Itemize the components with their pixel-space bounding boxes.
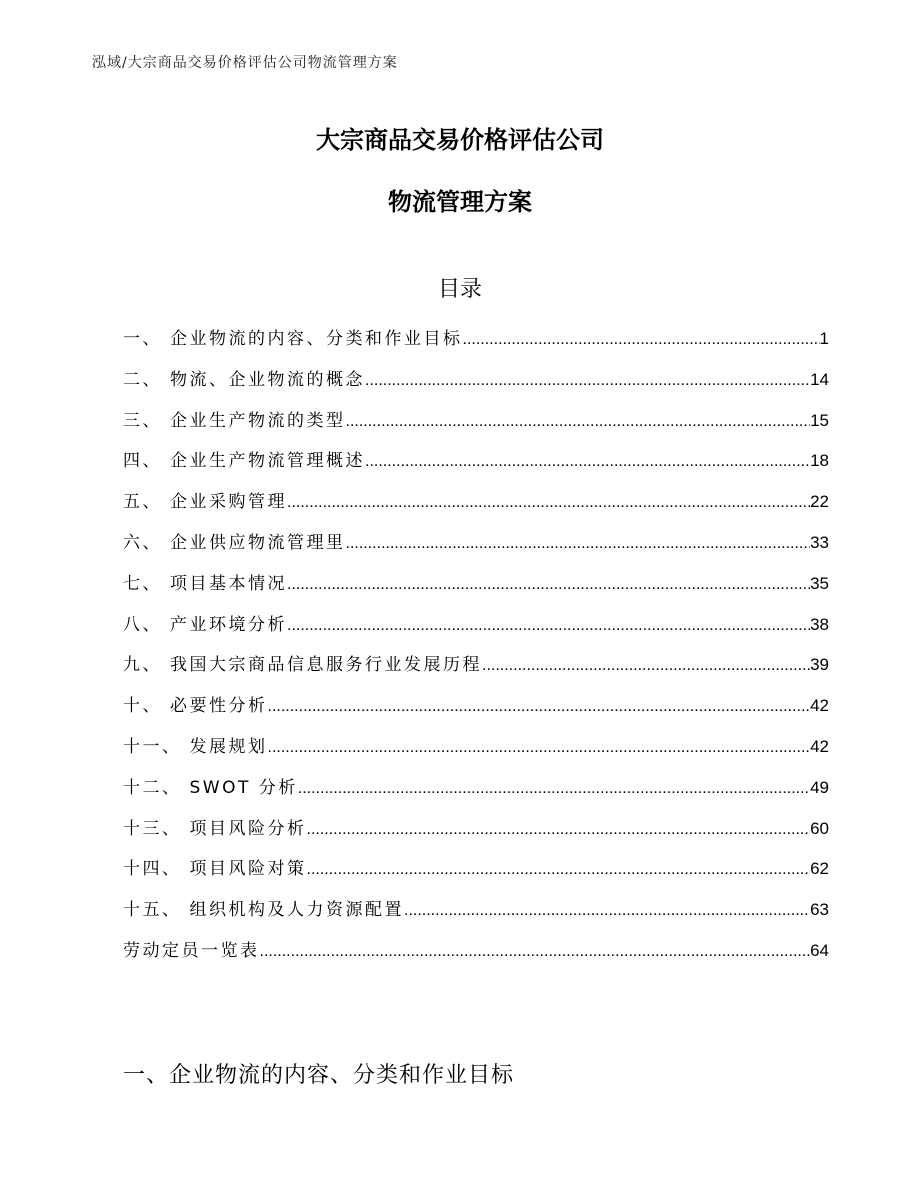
toc-leader-dots bbox=[346, 413, 811, 431]
toc-entry-page: 22 bbox=[810, 492, 829, 512]
toc-leader-dots bbox=[307, 861, 811, 879]
toc-leader-dots bbox=[404, 902, 810, 920]
toc-entry-label: 企业采购管理 bbox=[170, 492, 287, 513]
toc-entry-label: 企业生产物流的类型 bbox=[170, 410, 346, 431]
toc-entry-number: 九、 bbox=[123, 655, 162, 676]
toc-leader-dots bbox=[268, 739, 811, 757]
toc-leader-dots bbox=[268, 698, 811, 716]
toc-entry[interactable] bbox=[123, 324, 829, 365]
document-title-line1: 大宗商品交易价格评估公司 bbox=[316, 126, 604, 154]
toc-entry-label: 项目风险分析 bbox=[189, 818, 307, 839]
toc-entry-page: 60 bbox=[810, 818, 829, 838]
toc-entry-label: 企业供应物流管理里 bbox=[170, 532, 346, 553]
document-title-line2: 物流管理方案 bbox=[388, 188, 532, 216]
toc-entry-label: 发展规划 bbox=[189, 736, 268, 757]
toc-entry-number: 二、 bbox=[123, 369, 162, 390]
toc-leader-dots bbox=[287, 576, 810, 594]
toc-entry[interactable] bbox=[123, 446, 829, 487]
toc-entry[interactable] bbox=[123, 406, 829, 447]
running-header: 泓域/大宗商品交易价格评估公司物流管理方案 bbox=[92, 55, 398, 71]
toc-entry-page: 63 bbox=[810, 900, 829, 920]
toc-leader-dots bbox=[365, 453, 810, 471]
toc-entry-page: 42 bbox=[810, 696, 829, 716]
toc-entry-page: 39 bbox=[810, 655, 829, 675]
toc-entry-page: 18 bbox=[810, 451, 829, 471]
toc-entry-label: 组织机构及人力资源配置 bbox=[189, 900, 404, 921]
toc-entry-page: 49 bbox=[810, 777, 829, 797]
toc-entry[interactable] bbox=[123, 650, 829, 691]
toc-entry-label: 产业环境分析 bbox=[170, 614, 287, 635]
toc-entry-label: 物流、企业物流的概念 bbox=[170, 369, 365, 390]
toc-entry-label: 必要性分析 bbox=[170, 696, 268, 717]
toc-entry-page: 15 bbox=[810, 410, 829, 430]
toc-entry-number: 十、 bbox=[123, 696, 162, 717]
toc-title: 目录 bbox=[437, 277, 482, 302]
toc-entry-label: 项目风险对策 bbox=[189, 859, 307, 880]
toc-entry-number: 十四、 bbox=[123, 859, 182, 880]
toc-entry-label: 企业物流的内容、分类和作业目标 bbox=[170, 329, 463, 349]
toc-entry-page: 62 bbox=[810, 859, 829, 879]
toc-entry-page: 14 bbox=[810, 369, 829, 389]
toc-entry-label: 劳动定员一览表 bbox=[123, 940, 260, 961]
toc-entry-page: 38 bbox=[810, 614, 829, 634]
toc-entry[interactable] bbox=[123, 936, 829, 977]
toc-leader-dots bbox=[298, 780, 810, 798]
toc-entry[interactable] bbox=[123, 895, 829, 936]
toc-entry-number: 五、 bbox=[123, 492, 162, 513]
toc-leader-dots bbox=[287, 617, 810, 635]
toc-entry[interactable] bbox=[123, 487, 829, 528]
toc-leader-dots bbox=[365, 372, 810, 390]
toc-leader-dots bbox=[287, 494, 810, 512]
toc-entry-page: 42 bbox=[810, 736, 829, 756]
toc-entry-number: 六、 bbox=[123, 532, 162, 553]
toc-entry-page: 33 bbox=[810, 532, 829, 552]
toc-entry[interactable] bbox=[123, 814, 829, 855]
toc-entry[interactable] bbox=[123, 528, 829, 569]
section-heading: 一、企业物流的内容、分类和作业目标 bbox=[123, 1063, 515, 1088]
toc-entry[interactable] bbox=[123, 610, 829, 651]
toc-leader-dots bbox=[463, 331, 820, 349]
toc-leader-dots bbox=[482, 657, 810, 675]
toc-entry-number: 一、 bbox=[123, 329, 162, 349]
toc-entry-number: 四、 bbox=[123, 451, 162, 472]
toc-entry-page: 1 bbox=[819, 329, 829, 348]
toc-entry[interactable] bbox=[123, 854, 829, 895]
toc-entry-label: 企业生产物流管理概述 bbox=[170, 451, 365, 472]
toc-entry[interactable] bbox=[123, 569, 829, 610]
toc-entry-page: 64 bbox=[810, 940, 829, 960]
toc-entry-label: 我国大宗商品信息服务行业发展历程 bbox=[170, 655, 482, 676]
toc-leader-dots bbox=[260, 943, 811, 961]
toc-entry[interactable] bbox=[123, 773, 829, 814]
toc-entry-label: SWOT 分析 bbox=[189, 777, 298, 798]
toc-entry-number: 十一、 bbox=[123, 736, 182, 757]
toc-entry[interactable] bbox=[123, 365, 829, 406]
toc-entry-number: 十二、 bbox=[123, 777, 182, 798]
toc-entry[interactable] bbox=[123, 732, 829, 773]
toc-entry[interactable] bbox=[123, 691, 829, 732]
table-of-contents bbox=[123, 324, 829, 977]
toc-leader-dots bbox=[307, 821, 811, 839]
toc-entry-number: 八、 bbox=[123, 614, 162, 635]
toc-entry-page: 35 bbox=[810, 573, 829, 593]
toc-entry-number: 七、 bbox=[123, 573, 162, 594]
toc-entry-number: 十五、 bbox=[123, 900, 182, 921]
toc-entry-label: 项目基本情况 bbox=[170, 573, 287, 594]
toc-entry-number: 三、 bbox=[123, 410, 162, 431]
toc-entry-number: 十三、 bbox=[123, 818, 182, 839]
toc-leader-dots bbox=[346, 535, 811, 553]
